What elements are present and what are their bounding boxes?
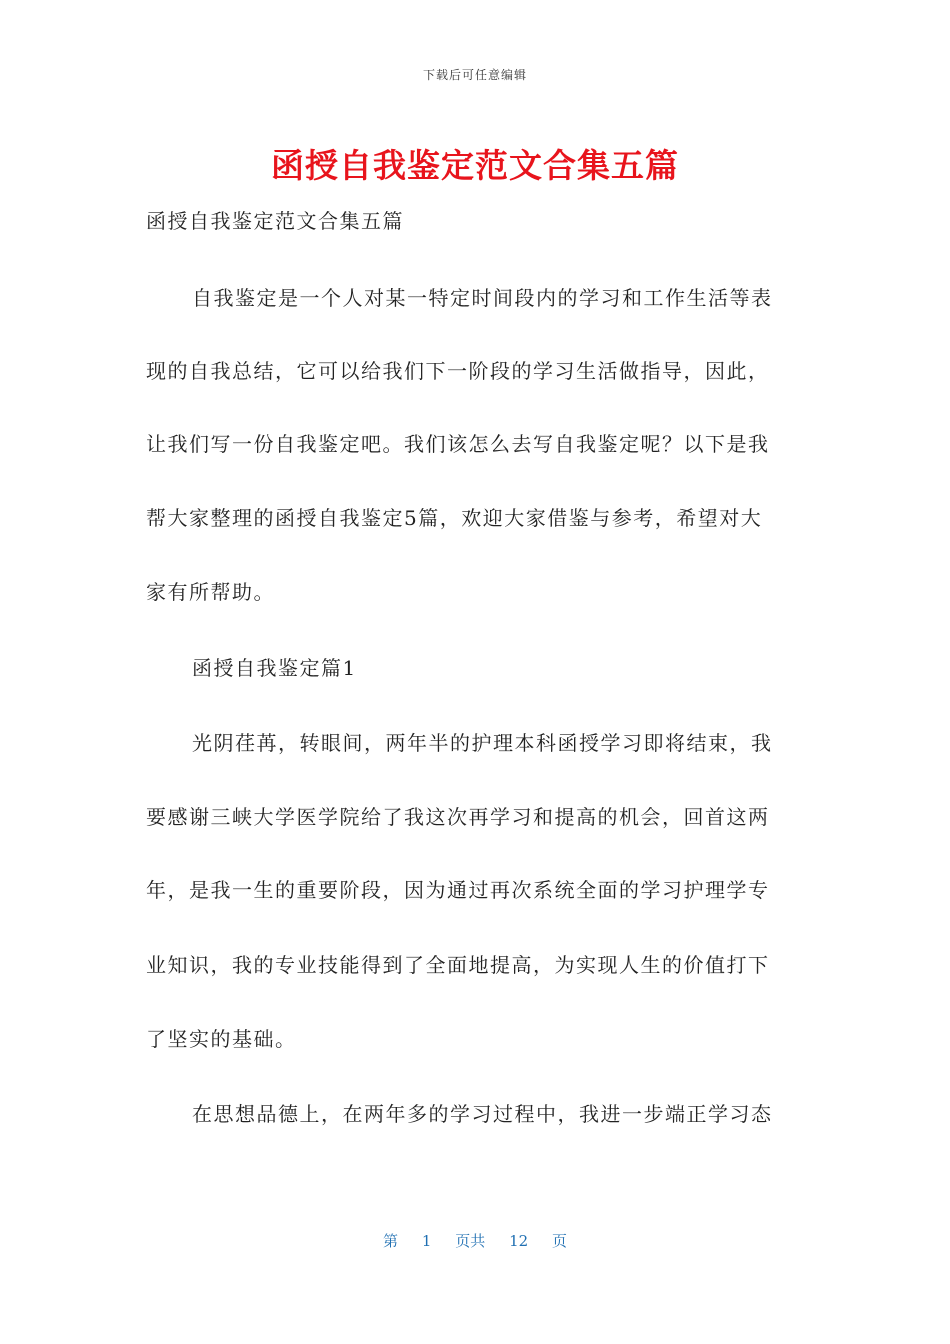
- footer-middle: 页共: [455, 1232, 486, 1250]
- document-title: 函授自我鉴定范文合集五篇: [271, 146, 679, 185]
- paragraph-line: 业知识，我的专业技能得到了全面地提高，为实现人生的价值打下: [146, 953, 770, 977]
- paragraph-line: 了坚实的基础。: [146, 1027, 297, 1051]
- footer-prefix: 第: [382, 1232, 398, 1250]
- section-heading: 函授自我鉴定篇1: [192, 656, 357, 680]
- paragraph-line: 在思想品德上，在两年多的学习过程中，我进一步端正学习态: [192, 1102, 773, 1126]
- paragraph-line: 自我鉴定是一个人对某一特定时间段内的学习和工作生活等表: [192, 286, 773, 310]
- footer-current-page: 1: [421, 1232, 432, 1250]
- page-footer: [0, 1230, 950, 1251]
- paragraph-line: 要感谢三峡大学医学院给了我这次再学习和提高的机会，回首这两: [146, 805, 770, 829]
- subtitle-line: 函授自我鉴定范文合集五篇: [146, 209, 404, 233]
- paragraph-line: 年，是我一生的重要阶段，因为通过再次系统全面的学习护理学专: [146, 878, 770, 902]
- paragraph-line: 家有所帮助。: [146, 580, 275, 604]
- paragraph-line: 帮大家整理的函授自我鉴定5篇，欢迎大家借鉴与参考，希望对大: [146, 506, 763, 530]
- paragraph-line: 现的自我总结，它可以给我们下一阶段的学习生活做指导，因此，: [146, 359, 770, 383]
- header-note: 下载后可任意编辑: [422, 68, 527, 82]
- footer-total-pages: 12: [509, 1232, 529, 1250]
- footer-suffix: 页: [552, 1232, 568, 1250]
- paragraph-line: 光阴荏苒，转眼间，两年半的护理本科函授学习即将结束，我: [192, 731, 773, 755]
- paragraph-line: 让我们写一份自我鉴定吧。我们该怎么去写自我鉴定呢？以下是我: [146, 432, 770, 456]
